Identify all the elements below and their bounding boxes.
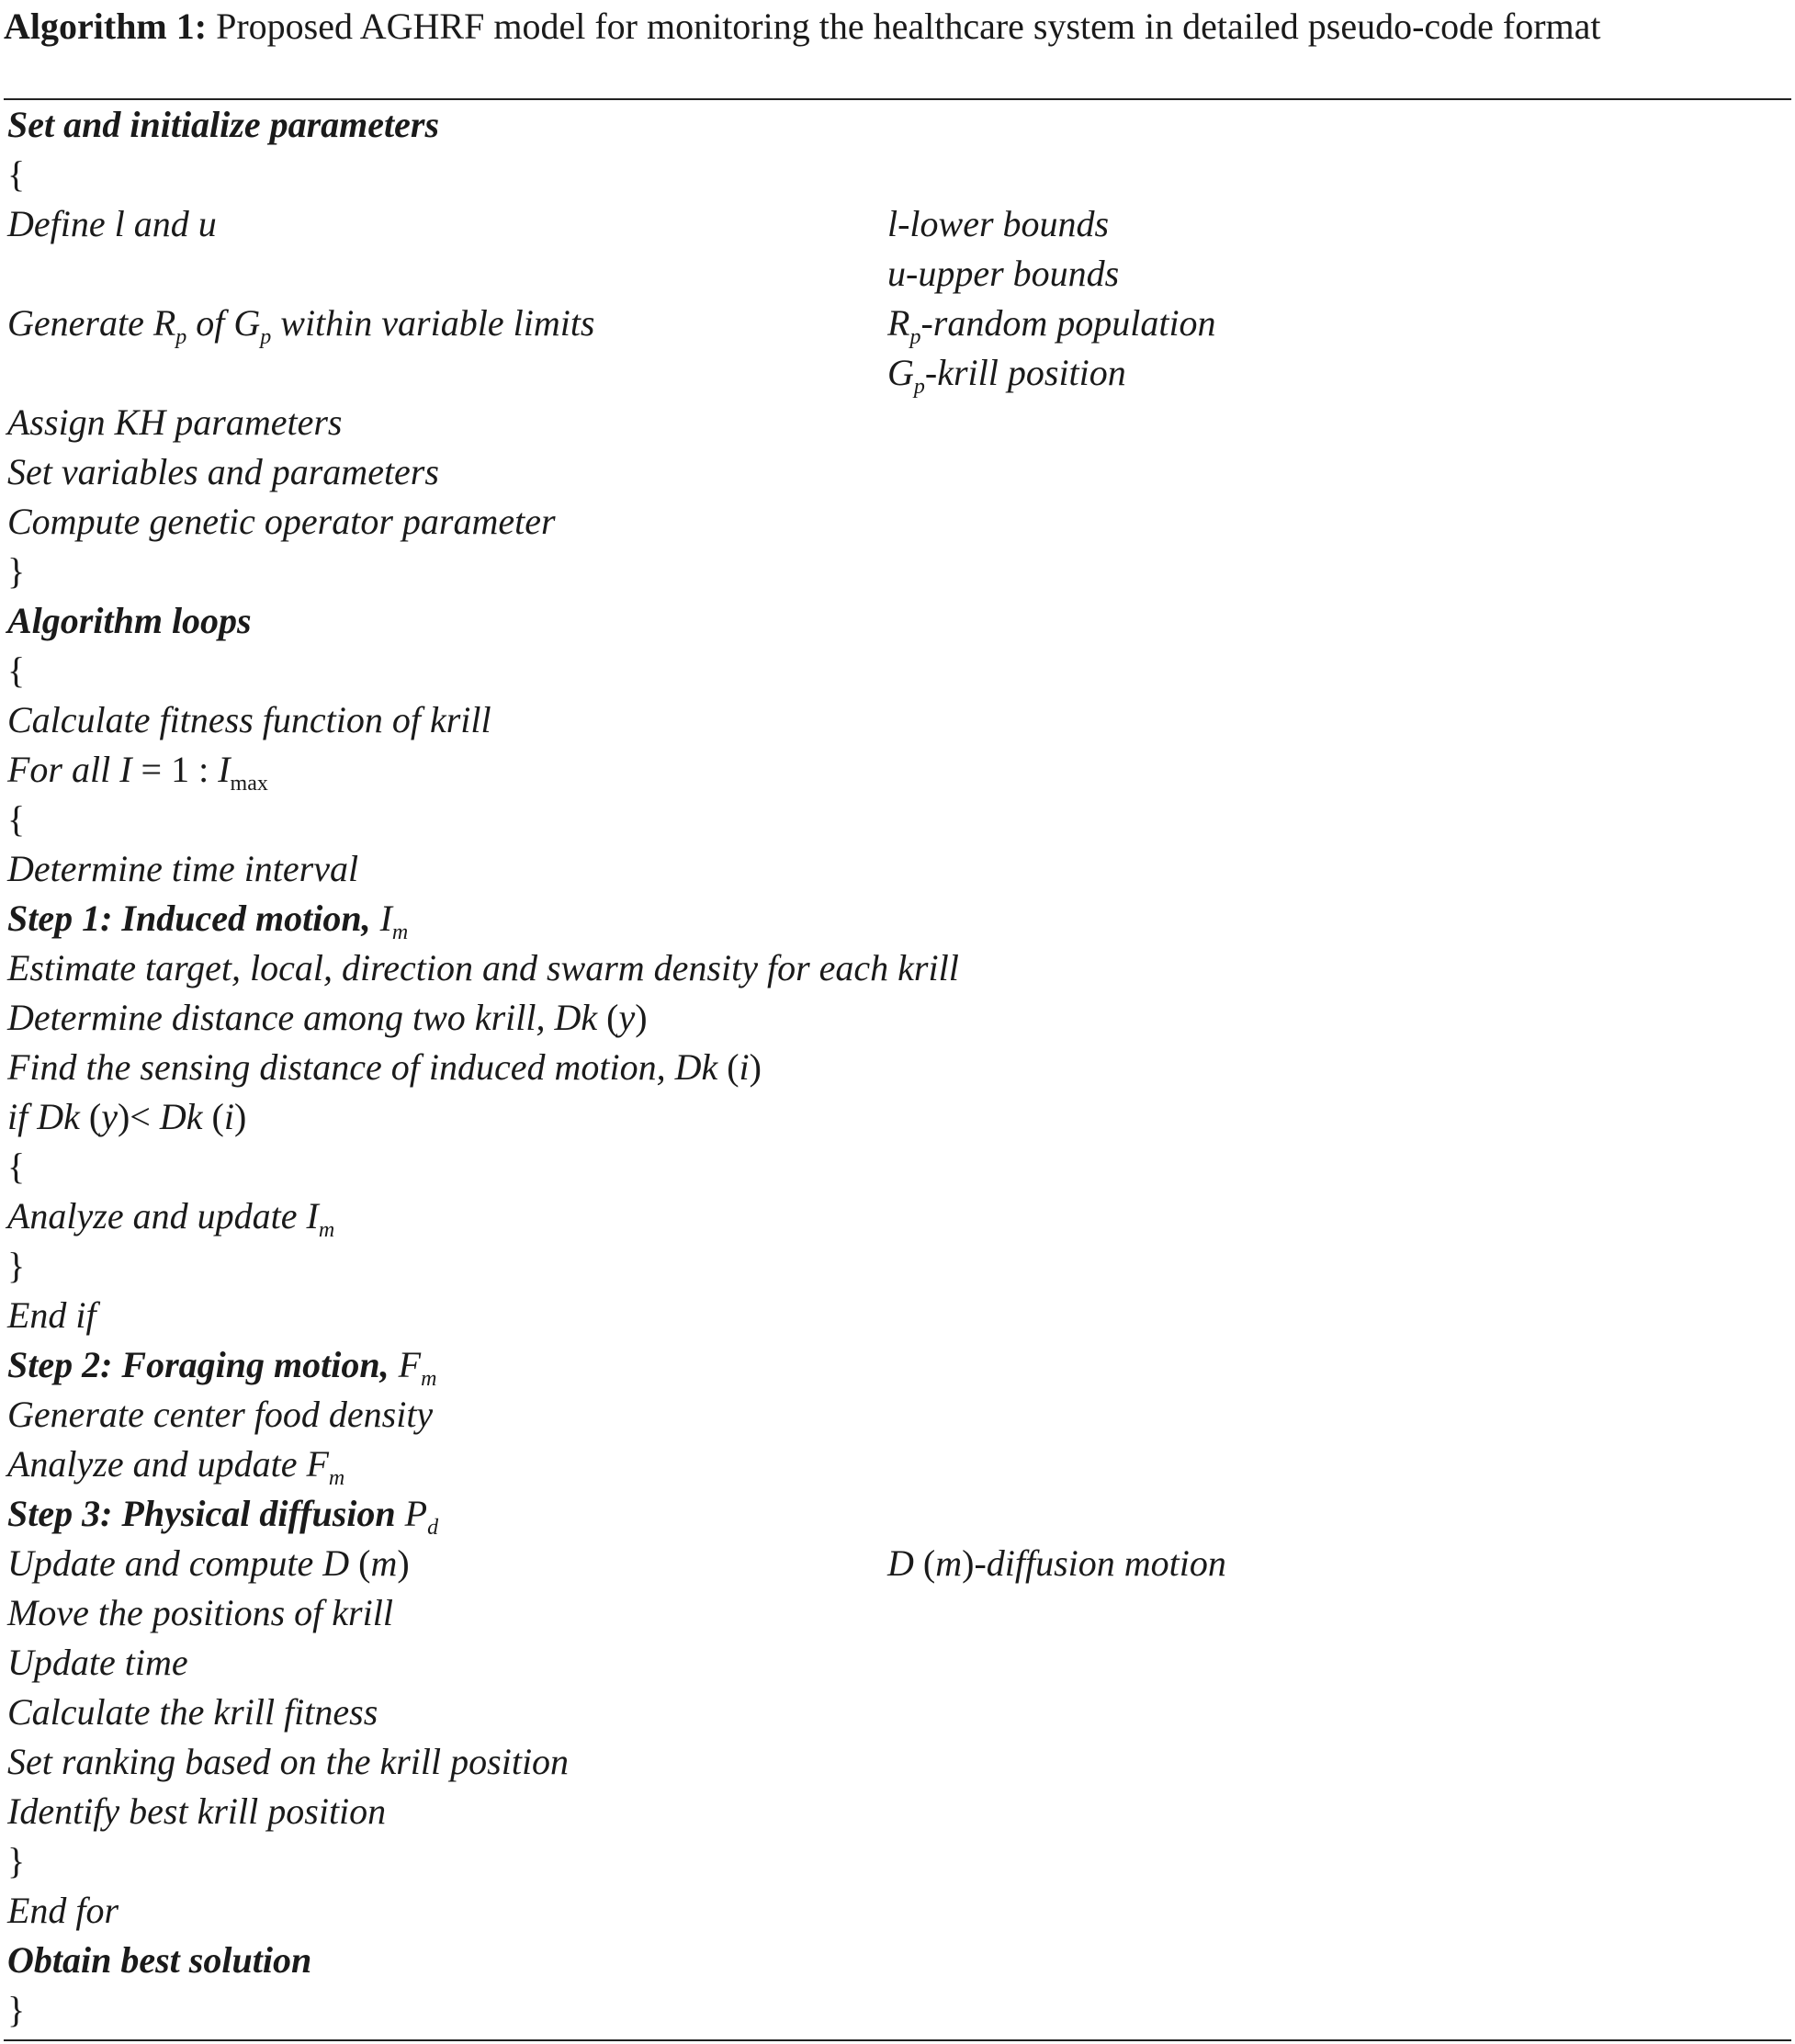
move-positions: Move the positions of krill — [7, 1592, 393, 1633]
close-brace: } — [7, 1245, 26, 1286]
step3-sub: d — [427, 1516, 439, 1540]
gp-text: G — [887, 352, 914, 393]
gp-desc: -krill position — [924, 352, 1126, 393]
line-det-dist — [4, 993, 1791, 1043]
calc-fitness: Calculate fitness function of krill — [7, 699, 491, 740]
generate-text-c: within variable limits — [271, 302, 595, 344]
line-move — [4, 1588, 1791, 1638]
open-brace: { — [7, 798, 26, 840]
set-ranking: Set ranking based on the krill position — [7, 1741, 570, 1782]
line-open-brace-3 — [4, 795, 1791, 844]
find-sensing — [7, 1043, 762, 1092]
line-end-if — [4, 1291, 1791, 1340]
close-brace: } — [7, 550, 26, 592]
line-for-all — [4, 745, 1791, 795]
generate-sub-2: p — [260, 325, 272, 349]
line-generate — [4, 299, 1791, 348]
line-set-vars — [4, 447, 1791, 497]
line-analyze-fm — [4, 1440, 1791, 1489]
line-determine-time — [4, 844, 1791, 894]
analyze-fm-text: Analyze and update F — [7, 1443, 329, 1485]
line-krill-position — [4, 348, 1791, 398]
line-open-brace-4 — [4, 1142, 1791, 1191]
bottom-rule — [4, 2039, 1791, 2041]
determine-time: Determine time interval — [7, 848, 359, 889]
det-dist-text: Determine distance among two krill, Dk — [7, 997, 607, 1038]
generate-population — [7, 299, 595, 354]
dm-desc: -diffusion motion — [974, 1542, 1226, 1584]
step3-bold: Step 3: Physical diffusion — [7, 1493, 396, 1534]
random-population-note — [887, 299, 1216, 354]
analyze-im — [7, 1191, 334, 1247]
end-if: End if — [7, 1294, 96, 1336]
analyze-im-text: Analyze and update I — [7, 1195, 319, 1237]
identify-best: Identify best krill position — [7, 1790, 387, 1832]
calc-krill-fitness: Calculate the krill fitness — [7, 1691, 378, 1733]
set-variables: Set variables and parameters — [7, 451, 439, 492]
line-calc-krill — [4, 1688, 1791, 1737]
det-dist-paren-close: ) — [635, 997, 648, 1038]
estimate-density: Estimate target, local, direction and swarm density for each krill — [7, 947, 959, 988]
if-var-i: i — [223, 1096, 234, 1137]
end-for: End for — [7, 1890, 119, 1931]
rp-desc: -random population — [920, 302, 1216, 344]
if-lt: )< — [117, 1096, 160, 1137]
rp-sub: p — [909, 325, 921, 349]
if-var-y: y — [101, 1096, 118, 1137]
if-dk: Dk — [159, 1096, 212, 1137]
section-heading-loops: Algorithm loops — [7, 600, 252, 641]
dm-text: D — [887, 1542, 923, 1584]
line-set-init — [4, 100, 1791, 150]
krill-position-note — [887, 348, 1126, 403]
line-close-brace-3 — [4, 1836, 1791, 1886]
step2-bold: Step 2: Foraging motion, — [7, 1344, 389, 1385]
assign-kh: Assign KH parameters — [7, 401, 343, 443]
step3-var: P — [395, 1493, 428, 1534]
if-paren-3: ) — [233, 1096, 247, 1137]
algorithm-label: Algorithm 1: — [4, 6, 208, 47]
algorithm-box — [4, 0, 1791, 51]
line-upper — [4, 249, 1791, 299]
dm-paren-close: ) — [962, 1542, 975, 1584]
dm-paren-open: ( — [922, 1542, 936, 1584]
generate-text-a: Generate R — [7, 302, 176, 344]
line-set-ranking — [4, 1737, 1791, 1787]
step1-var: I — [370, 898, 392, 939]
line-open-brace — [4, 150, 1791, 199]
line-step1 — [4, 894, 1791, 943]
step1-heading — [7, 894, 408, 949]
update-d-text: Update and compute D — [7, 1542, 359, 1584]
close-brace: } — [7, 1989, 26, 2030]
if-paren-2: ( — [211, 1096, 224, 1137]
update-time: Update time — [7, 1642, 188, 1683]
generate-sub-1: p — [175, 325, 187, 349]
line-estimate — [4, 943, 1791, 993]
line-close-brace-2 — [4, 1241, 1791, 1291]
for-all-eq: = 1 : — [141, 749, 219, 790]
algorithm-caption — [4, 0, 1791, 51]
det-dist-var: y — [618, 997, 636, 1038]
line-step3 — [4, 1489, 1791, 1539]
step2-heading — [7, 1340, 436, 1395]
rp-text: R — [887, 302, 910, 344]
open-brace: { — [7, 153, 26, 195]
analyze-fm-sub: m — [328, 1466, 345, 1490]
for-all-I: I — [218, 749, 231, 790]
step3-heading — [7, 1489, 438, 1544]
step1-bold: Step 1: Induced motion, — [7, 898, 371, 939]
update-d-paren-open: ( — [358, 1542, 371, 1584]
if-paren-1: ( — [88, 1096, 102, 1137]
find-paren-close: ) — [749, 1046, 762, 1088]
line-obtain — [4, 1936, 1791, 1985]
generate-center-food: Generate center food density — [7, 1394, 434, 1435]
update-compute-d — [7, 1539, 410, 1588]
line-update-time — [4, 1638, 1791, 1688]
line-identify — [4, 1787, 1791, 1836]
line-open-brace-2 — [4, 646, 1791, 695]
update-d-var: m — [370, 1542, 398, 1584]
find-var: i — [739, 1046, 750, 1088]
line-find — [4, 1043, 1791, 1092]
line-compute-gen — [4, 497, 1791, 547]
line-end-for — [4, 1886, 1791, 1936]
line-define — [4, 199, 1791, 249]
obtain-best-solution: Obtain best solution — [7, 1939, 312, 1981]
update-d-paren-close: ) — [397, 1542, 410, 1584]
section-heading-init: Set and initialize parameters — [7, 104, 440, 145]
line-if — [4, 1092, 1791, 1142]
define-bounds: Define l and u — [7, 203, 217, 244]
compute-genetic: Compute genetic operator parameter — [7, 501, 556, 542]
for-all-loop — [7, 745, 268, 800]
dm-var: m — [935, 1542, 963, 1584]
line-gen-center — [4, 1390, 1791, 1440]
step1-sub: m — [391, 920, 409, 944]
line-calc-fitness — [4, 695, 1791, 745]
open-brace: { — [7, 649, 26, 691]
line-close-brace-1 — [4, 547, 1791, 596]
diffusion-motion-note — [887, 1539, 1226, 1588]
find-text: Find the sensing distance of induced motion, Dk — [7, 1046, 728, 1088]
line-update-d — [4, 1539, 1791, 1588]
line-assign — [4, 398, 1791, 447]
gp-sub: p — [913, 375, 925, 399]
for-all-text: For all I — [7, 749, 141, 790]
generate-text-b: of G — [186, 302, 261, 344]
step2-var: F — [389, 1344, 422, 1385]
line-analyze-im — [4, 1191, 1791, 1241]
if-condition — [7, 1092, 246, 1142]
algorithm-body — [4, 100, 1791, 2035]
find-paren-open: ( — [727, 1046, 739, 1088]
upper-bounds-note: u-upper bounds — [887, 253, 1120, 294]
lower-bounds-note: l-lower bounds — [887, 203, 1110, 244]
open-brace: { — [7, 1146, 26, 1187]
line-algo-loops — [4, 596, 1791, 646]
line-close-brace-4 — [4, 1985, 1791, 2035]
close-brace: } — [7, 1840, 26, 1881]
if-text: if Dk — [7, 1096, 89, 1137]
analyze-im-sub: m — [318, 1218, 335, 1242]
det-dist-paren-open: ( — [606, 997, 619, 1038]
for-all-sub: max — [230, 772, 268, 796]
algorithm-title: Proposed AGHRF model for monitoring the healthcare system in detailed pseudo-code format — [207, 6, 1601, 47]
determine-distance — [7, 993, 648, 1043]
analyze-fm — [7, 1440, 344, 1495]
step2-sub: m — [421, 1367, 437, 1391]
line-step2 — [4, 1340, 1791, 1390]
